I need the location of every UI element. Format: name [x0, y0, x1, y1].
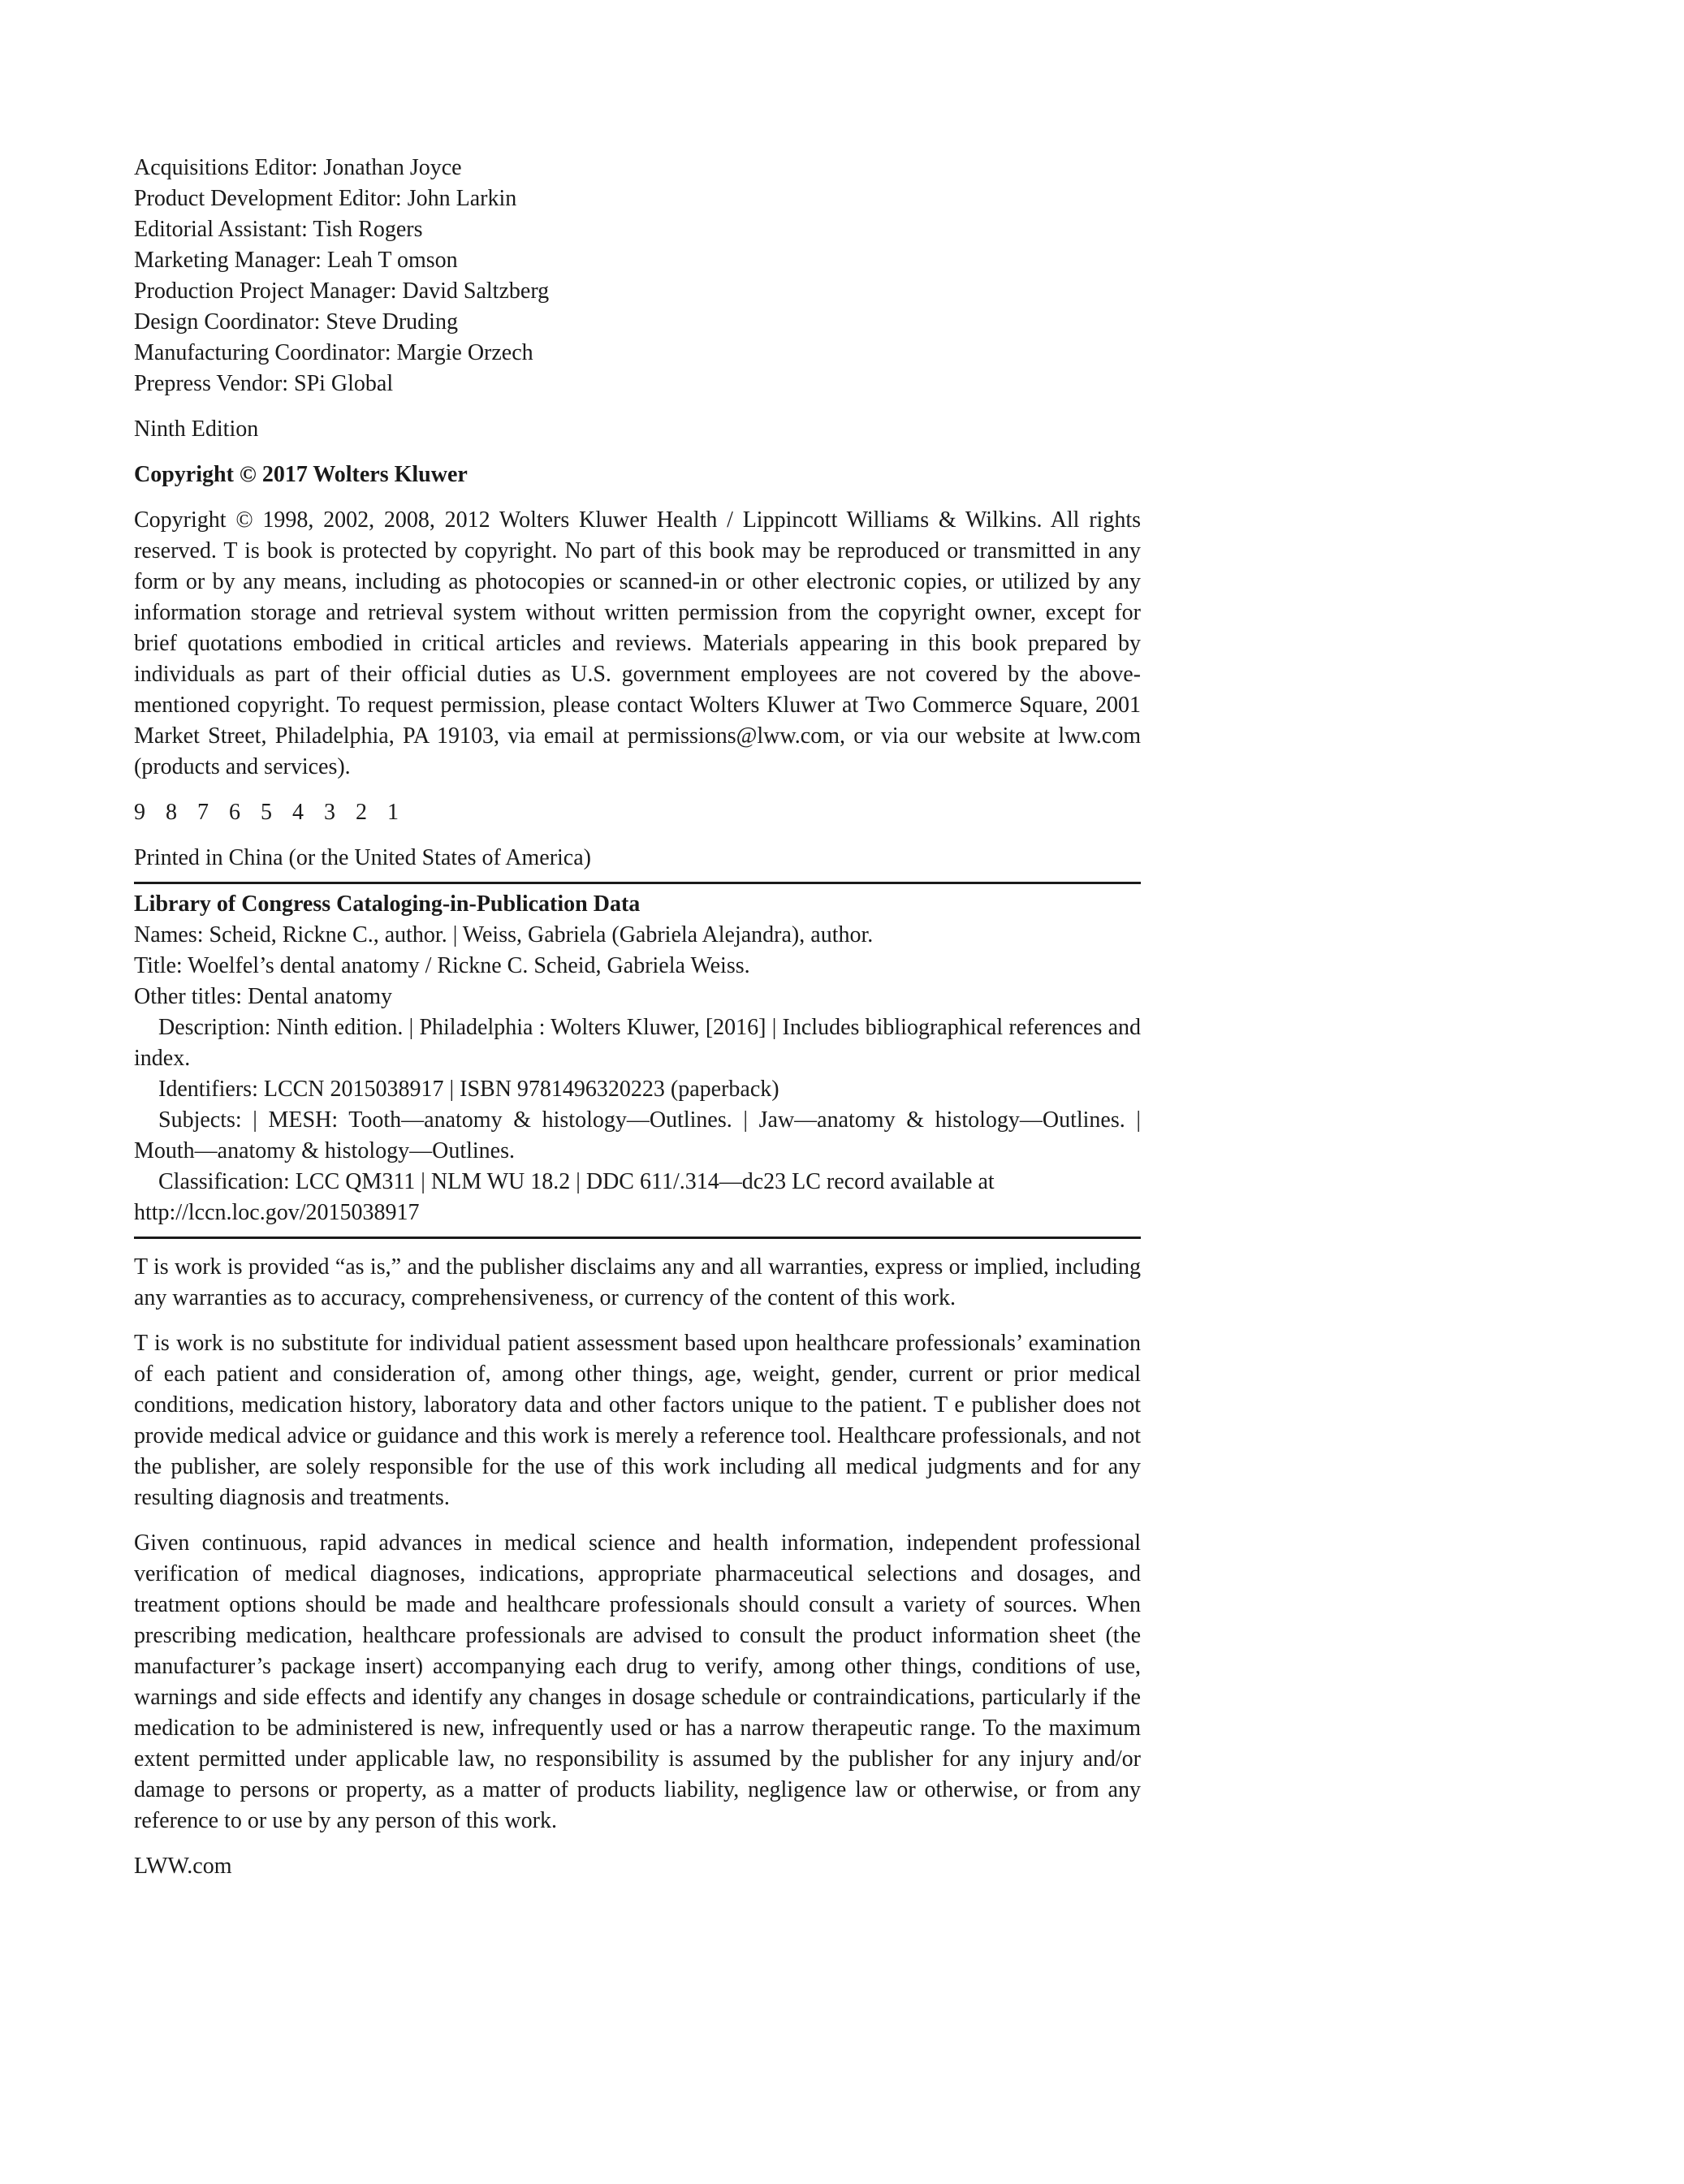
cip-classification: Classification: LCC QM311 | NLM WU 18.2 | DDC 611/.314—dc23 LC record available at http://lccn.loc.gov/2015038917: [134, 1169, 995, 1225]
cip-names: Names: Scheid, Rickne C., author. | Weiss, Gabriela (Gabriela Alejandra), author.: [134, 922, 874, 947]
copyright-page: [134, 153, 1141, 1882]
cip-title-line: Title: Woelfel’s dental anatomy / Rickne C. Scheid, Gabriela Weiss.: [134, 953, 750, 978]
credit-line: Prepress Vendor: SPi Global: [134, 371, 394, 396]
cip-block: [134, 889, 1141, 1228]
cip-identifiers: Identifiers: LCCN 2015038917 | ISBN 9781496320223 (paperback): [158, 1077, 779, 1102]
printing-line: 9 8 7 6 5 4 3 2 1: [134, 800, 406, 825]
credit-line: Design Coordinator: Steve Druding: [134, 309, 458, 335]
copyright-heading: Copyright © 2017 Wolters Kluwer: [134, 462, 468, 487]
cip-subjects: Subjects: | MESH: Tooth—anatomy & histology—Outlines. | Jaw—anatomy & histology—Outlines. | Mouth—anatomy & histology—Outlines.: [134, 1107, 1141, 1163]
credit-line: Manufacturing Coordinator: Margie Orzech: [134, 340, 533, 365]
edition-label: Ninth Edition: [134, 417, 259, 442]
cip-other-titles: Other titles: Dental anatomy: [134, 984, 393, 1009]
credits-list: [134, 153, 1141, 399]
credit-line: Acquisitions Editor: Jonathan Joyce: [134, 155, 462, 180]
website-label: LWW.com: [134, 1854, 232, 1879]
credit-line: Production Project Manager: David Saltzberg: [134, 278, 550, 304]
printed-in: Printed in China (or the United States of America): [134, 845, 591, 870]
copyright-notice: Copyright © 1998, 2002, 2008, 2012 Wolters Kluwer Health / Lippincott Williams & Wilkins. All rights reserved. T is book is protected by copyright. No part of this book may be reproduced or transmitted in any form or by any means, including as photocopies or scanned-in or other electronic copies, or utilized by any information storage and retrieval system without written permission from the copyright owner, except for brief quotations embodied in critical articles and reviews. Materials appearing in this book prepared by individuals as part of their official duties as U.S. government employees are not covered by the above-mentioned copyright. To request permission, please contact Wolters Kluwer at Two Commerce Square, 2001 Market Street, Philadelphia, PA 19103, via email at permissions@lww.com, or via our website at lww.com (products and services).: [134, 507, 1141, 779]
disclaimer-paragraph: T is work is no substitute for individual patient assessment based upon healthcare professionals’ examination of each patient and consideration of, among other things, age, weight, gender, current or prior medical conditions, medication history, laboratory data and other factors unique to the patient. T e publisher does not provide medical advice or guidance and this work is merely a reference tool. Healthcare professionals, and not the publisher, are solely responsible for the use of this work including all medical judgments and for any resulting diagnosis and treatments.: [134, 1331, 1141, 1510]
disclaimer-paragraph: Given continuous, rapid advances in medical science and health information, independent professional verification of medical diagnoses, indications, appropriate pharmaceutical selections and dosages, and treatment options should be made and healthcare professionals should consult a variety of sources. When prescribing medication, healthcare professionals are advised to consult the product information sheet (the manufacturer’s package insert) accompanying each drug to verify, among other things, conditions of use, warnings and side effects and identify any changes in dosage schedule or contraindications, particularly if the medication to be administered is new, infrequently used or has a narrow therapeutic range. To the maximum extent permitted under applicable law, no responsibility is assumed by the publisher for any injury and/or damage to persons or property, as a matter of products liability, negligence law or otherwise, or from any reference to or use by any person of this work.: [134, 1530, 1141, 1833]
cip-top-rule: [134, 882, 1141, 884]
cip-title: Library of Congress Cataloging-in-Publication Data: [134, 891, 641, 917]
credit-line: Product Development Editor: John Larkin: [134, 186, 517, 211]
cip-bottom-rule: [134, 1237, 1141, 1239]
cip-description: Description: Ninth edition. | Philadelphia : Wolters Kluwer, [2016] | Includes bibliographical references and index.: [134, 1015, 1141, 1071]
credit-line: Marketing Manager: Leah T omson: [134, 248, 458, 273]
credit-line: Editorial Assistant: Tish Rogers: [134, 217, 423, 242]
disclaimer-paragraph: T is work is provided “as is,” and the publisher disclaims any and all warranties, express or implied, including any warranties as to accuracy, comprehensiveness, or currency of the content of this work.: [134, 1254, 1141, 1310]
